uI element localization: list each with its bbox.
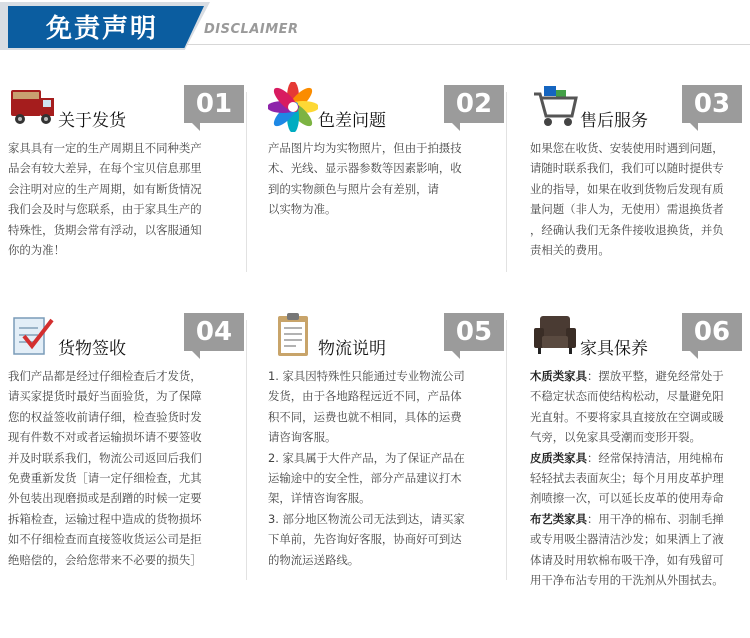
text-line: 轻轻拭去表面灰尘；每个月用皮革护理 — [530, 471, 724, 486]
card-body — [530, 366, 744, 590]
text-line: 产品图片均为实物照片，但由于拍摄技 — [268, 141, 462, 155]
card-divider — [246, 92, 247, 272]
armchair-icon — [530, 310, 580, 360]
card-divider — [246, 320, 247, 580]
card-number: 02 — [444, 85, 504, 123]
text-line: 气旁，以免家具受潮而变形开裂。 — [530, 430, 701, 445]
text-line: 外包装出现磨损或是刮蹭的时候一定要 — [8, 491, 202, 506]
text-line: 光直射。不要将家具直接放在空调或暖 — [530, 409, 724, 424]
text-line: 2. 家具属于大件产品，为了保证产品在 — [268, 450, 465, 465]
card-title: 货物签收 — [58, 339, 126, 359]
text-line: 责相关的费用。 — [530, 243, 610, 258]
text-line: 架，详情咨询客服。 — [268, 491, 371, 506]
card-title: 售后服务 — [580, 111, 648, 131]
card-body — [530, 138, 742, 260]
card-divider — [506, 92, 507, 272]
card-title: 家具保养 — [580, 339, 648, 359]
text-line: 运输途中的安全性，部分产品建议打木 — [268, 471, 462, 486]
card-body — [8, 366, 244, 570]
text-line: 木质类家具：摆放平整，避免经常处于 — [530, 369, 724, 383]
text-line: 剂喷擦一次，可以延长皮革的使用寿命 — [530, 491, 724, 506]
text-line: 我们产品都是经过仔细检查后才发货， — [8, 369, 202, 383]
page-subtitle: DISCLAIMER — [204, 22, 299, 37]
text-line: 发货，由于各地路程远近不同，产品体 — [268, 389, 462, 404]
text-line: 您的权益签收前请仔细，检查验货时发 — [8, 409, 202, 424]
text-line: 的物流运送路线。 — [268, 552, 360, 567]
text-line: 请随时联系我们，我们可以随时提供专 — [530, 161, 724, 176]
text-line: 1. 家具因特殊性只能通过专业物流公司 — [268, 369, 465, 383]
text-line: 拆箱检查，运输过程中造成的货物损坏 — [8, 511, 202, 526]
text-line: 品会有较大差异，在每个宝贝信息那里 — [8, 161, 202, 176]
text-line: 你的为准！ — [8, 243, 65, 258]
text-line: 到的实物颜色与照片会有差别，请 — [268, 181, 439, 196]
card-number: 05 — [444, 313, 504, 351]
text-line: 积不同，运费也就不相同，具体的运费 — [268, 409, 462, 424]
text-line: 如不仔细检查而直接签收货运公司是拒 — [8, 532, 202, 547]
card-divider — [506, 320, 507, 580]
card-number: 03 — [682, 85, 742, 123]
card-number: 04 — [184, 313, 244, 351]
text-line: 现有件数不对或者运输损坏请不要签收 — [8, 430, 202, 445]
card-title: 色差问题 — [318, 111, 386, 131]
text-line: 皮质类家具：经常保持清洁，用纯棉布 — [530, 450, 724, 465]
text-line: ，经确认我们无条件接收退换货，并负 — [530, 222, 724, 237]
checklist-icon — [8, 310, 58, 360]
clipboard-icon — [268, 310, 318, 360]
text-line: 如果您在收货、安装使用时遇到问题， — [530, 141, 724, 155]
text-line: 免费重新发货［请一定仔细检查，尤其 — [8, 471, 202, 486]
text-line: 家具具有一定的生产周期且不同种类产 — [8, 141, 202, 155]
text-line: 绝赔偿的，会给您带来不必要的损失］ — [8, 552, 202, 567]
text-line: 或专用吸尘器清洁沙发；如果洒上了液 — [530, 532, 724, 547]
text-line: 请咨询客服。 — [268, 430, 337, 445]
text-line: 并及时联系我们，物流公司返回后我们 — [8, 450, 202, 465]
color-wheel-icon — [268, 82, 318, 132]
text-line: 布艺类家具：用干净的棉布、羽制毛掸 — [530, 511, 724, 526]
text-line: 用干净布沾专用的干洗剂从外围拭去。 — [530, 573, 724, 588]
text-line: 量问题（非人为，无使用）需退换货者 — [530, 202, 724, 217]
card-body — [268, 366, 504, 570]
card-title: 关于发货 — [58, 111, 126, 131]
text-line: 术、光线、显示器参数等因素影响，收 — [268, 161, 462, 176]
text-line: 体请及时用软棉布吸干净，如有残留可 — [530, 552, 724, 567]
card-number: 01 — [184, 85, 244, 123]
card-body — [268, 138, 504, 220]
text-line: 会注明对应的生产周期，如有断货情况 — [8, 181, 202, 196]
text-line: 以实物为准。 — [268, 202, 337, 217]
card-body — [8, 138, 244, 260]
page-title: 免责声明 — [46, 14, 159, 44]
text-line: 我们会及时与您联系，由于家具生产的 — [8, 202, 202, 217]
text-line: 下单前，先咨询好客服，协商好可到达 — [268, 532, 462, 547]
text-line: 业的指导，如果在收到货物后发现有质 — [530, 181, 724, 196]
text-line: 请买家提货时最好当面验货，为了保障 — [8, 389, 202, 404]
card-number: 06 — [682, 313, 742, 351]
text-line: 3. 部分地区物流公司无法到达，请买家 — [268, 511, 465, 526]
header-divider — [186, 44, 750, 45]
shopping-cart-icon — [530, 82, 580, 132]
truck-icon — [8, 82, 58, 132]
card-title: 物流说明 — [318, 339, 386, 359]
text-line: 特殊性，货期会常有浮动，以客服通知 — [8, 222, 202, 237]
text-line: 不稳定状态而使结构松动，尽量避免阳 — [530, 389, 724, 404]
header — [0, 0, 750, 48]
